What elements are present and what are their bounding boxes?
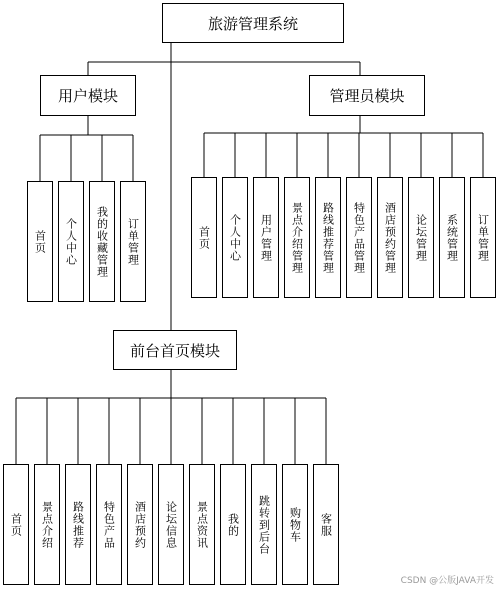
front-child-label: 跳转到后台 bbox=[257, 494, 271, 555]
user-child-node bbox=[120, 181, 146, 302]
user-child-node bbox=[27, 181, 53, 302]
root-label: 旅游管理系统 bbox=[207, 14, 298, 33]
admin-child-node bbox=[315, 177, 341, 298]
admin-child-node bbox=[377, 177, 403, 298]
front-child-node bbox=[96, 464, 122, 585]
front-child-node bbox=[282, 464, 308, 585]
admin-module-node bbox=[309, 75, 425, 116]
user-child-label: 订单管理 bbox=[126, 217, 140, 266]
user-child-node bbox=[58, 181, 84, 302]
user-child-node bbox=[89, 181, 115, 302]
admin-child-node bbox=[439, 177, 465, 298]
user-child-label: 个人中心 bbox=[64, 217, 78, 266]
front-child-label: 景点资讯 bbox=[195, 500, 209, 549]
front-child-label: 酒店预约 bbox=[133, 500, 147, 549]
front-child-node bbox=[189, 464, 215, 585]
front-child-node bbox=[313, 464, 339, 585]
admin-child-node bbox=[408, 177, 434, 298]
admin-child-label: 特色产品管理 bbox=[352, 201, 366, 274]
user-child-label: 首页 bbox=[33, 229, 47, 254]
front-child-node bbox=[127, 464, 153, 585]
admin-child-node bbox=[253, 177, 279, 298]
admin-child-label: 论坛管理 bbox=[414, 213, 428, 262]
root-node bbox=[162, 3, 344, 43]
admin-child-label: 系统管理 bbox=[445, 213, 459, 262]
admin-child-node bbox=[191, 177, 217, 298]
front-child-label: 购物车 bbox=[288, 506, 302, 543]
admin-child-label: 用户管理 bbox=[259, 213, 273, 262]
admin-child-label: 景点介绍管理 bbox=[290, 201, 304, 274]
front-child-label: 景点介绍 bbox=[40, 500, 54, 549]
front-child-label: 路线推荐 bbox=[71, 500, 85, 549]
front-child-label: 我的 bbox=[226, 512, 240, 537]
admin-child-node bbox=[222, 177, 248, 298]
admin-child-label: 酒店预约管理 bbox=[383, 201, 397, 274]
front-child-node bbox=[251, 464, 277, 585]
admin-child-label: 个人中心 bbox=[228, 213, 242, 262]
user-module-label: 用户模块 bbox=[57, 87, 118, 105]
admin-child-node bbox=[470, 177, 496, 298]
front-child-label: 客服 bbox=[319, 512, 333, 537]
admin-child-label: 首页 bbox=[197, 225, 211, 250]
front-module-node bbox=[113, 330, 237, 370]
front-child-node bbox=[65, 464, 91, 585]
front-child-label: 特色产品 bbox=[102, 500, 116, 549]
admin-child-node bbox=[346, 177, 372, 298]
front-child-label: 论坛信息 bbox=[164, 500, 178, 549]
admin-child-node bbox=[284, 177, 310, 298]
admin-module-label: 管理员模块 bbox=[329, 87, 405, 105]
front-child-node bbox=[3, 464, 29, 585]
front-child-label: 首页 bbox=[9, 512, 23, 537]
admin-child-label: 路线推荐管理 bbox=[321, 201, 335, 274]
admin-child-label: 订单管理 bbox=[476, 213, 490, 262]
front-child-node bbox=[34, 464, 60, 585]
user-child-label: 我的收藏管理 bbox=[95, 205, 109, 278]
front-child-node bbox=[158, 464, 184, 585]
user-module-node bbox=[40, 75, 136, 116]
watermark: CSDN @公版JAVA开发 bbox=[400, 576, 494, 586]
front-module-label: 前台首页模块 bbox=[129, 341, 220, 360]
front-child-node bbox=[220, 464, 246, 585]
